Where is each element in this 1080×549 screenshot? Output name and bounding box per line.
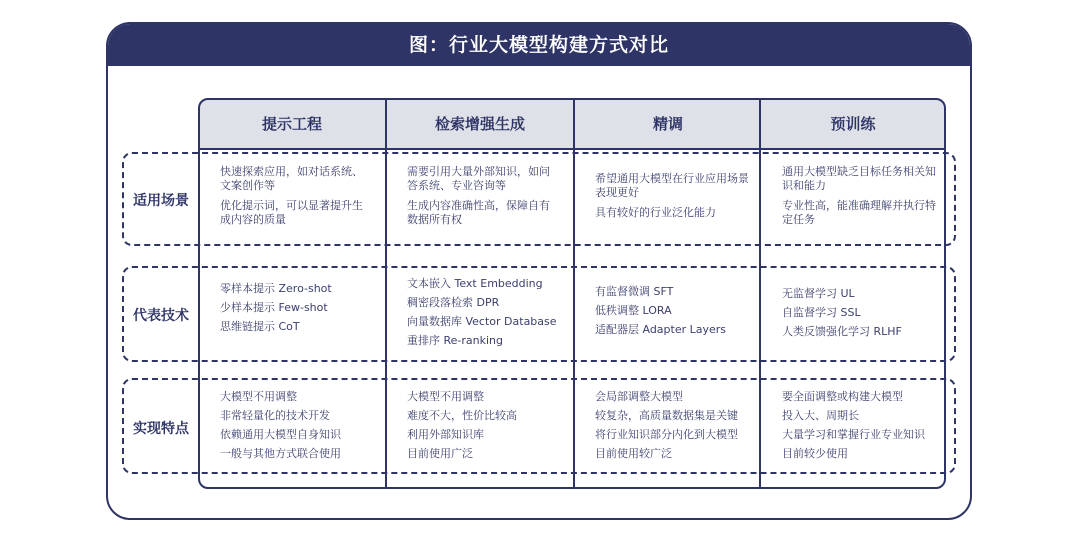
cell-text: 生成内容准确性高，保障自有数据所有权 xyxy=(407,199,550,226)
cell-text: 非常轻量化的技术开发 xyxy=(220,409,330,422)
cell-text: 零样本提示 Zero-shot xyxy=(220,282,332,295)
cell-text: 一般与其他方式联合使用 xyxy=(220,447,341,460)
cell-text: 重排序 Re-ranking xyxy=(407,334,503,347)
cell-text: 快速探索应用，如对话系统、文案创作等 xyxy=(220,165,363,192)
cell-text: 要全面调整或构建大模型 xyxy=(782,390,903,403)
cell-text: 难度不大，性价比较高 xyxy=(407,409,517,422)
cell-text: 大量学习和掌握行业专业知识 xyxy=(782,428,925,441)
cell-text: 利用外部知识库 xyxy=(407,428,484,441)
header-divider xyxy=(199,148,945,150)
cell-text: 无监督学习 UL xyxy=(782,287,855,300)
cell-text: 大模型不用调整 xyxy=(407,390,484,403)
cell-text: 具有较好的行业泛化能力 xyxy=(595,206,716,219)
row-label-scenarios: 适用场景 xyxy=(133,193,189,209)
cell-text: 专业性高，能准确理解并执行特定任务 xyxy=(782,199,936,226)
cell-text: 文本嵌入 Text Embedding xyxy=(407,277,543,290)
cell-text: 依赖通用大模型自身知识 xyxy=(220,428,341,441)
cell-text: 大模型不用调整 xyxy=(220,390,297,403)
cell-text: 少样本提示 Few-shot xyxy=(220,301,328,314)
cell-text: 目前使用较广泛 xyxy=(595,447,672,460)
cell-features-rag xyxy=(407,390,559,466)
cell-text: 目前较少使用 xyxy=(782,447,848,460)
cell-scenarios-prompt xyxy=(220,165,372,227)
cell-text: 投入大、周期长 xyxy=(782,409,859,422)
cell-scenarios-rag xyxy=(407,165,559,227)
cell-text: 低秩调整 LORA xyxy=(595,304,672,317)
cell-text: 稠密段落检索 DPR xyxy=(407,296,500,309)
column-header-rag: 检索增强生成 xyxy=(434,115,525,133)
cell-text: 向量数据库 Vector Database xyxy=(407,315,557,328)
cell-text: 会局部调整大模型 xyxy=(595,390,683,403)
row-label-features: 实现特点 xyxy=(133,421,189,437)
cell-text: 将行业知识部分内化到大模型 xyxy=(595,428,738,441)
cell-text: 自监督学习 SSL xyxy=(782,306,861,319)
cell-text: 希望通用大模型在行业应用场景表现更好 xyxy=(595,172,749,199)
column-header-fine-tuning: 精调 xyxy=(652,115,683,133)
cell-scenarios-finetune xyxy=(595,172,751,220)
column-header-prompt-engineering: 提示工程 xyxy=(261,115,322,133)
cell-text: 通用大模型缺乏目标任务相关知识和能力 xyxy=(782,165,936,192)
cell-techniques-rag xyxy=(407,277,567,353)
cell-text: 较复杂，高质量数据集是关键 xyxy=(595,409,738,422)
cell-features-prompt xyxy=(220,390,372,466)
cell-text: 人类反馈强化学习 RLHF xyxy=(782,325,902,338)
cell-text: 目前使用广泛 xyxy=(407,447,473,460)
cell-techniques-finetune xyxy=(595,285,751,342)
cell-text: 思维链提示 CoT xyxy=(220,320,300,333)
cell-text: 适配器层 Adapter Layers xyxy=(595,323,727,336)
cell-techniques-prompt xyxy=(220,282,372,339)
cell-techniques-pretrain xyxy=(782,287,938,344)
figure-title: 图：行业大模型构建方式对比 xyxy=(108,24,970,66)
cell-scenarios-pretrain xyxy=(782,165,938,227)
cell-text: 需要引用大量外部知识，如问答系统、专业咨询等 xyxy=(407,165,550,192)
cell-text: 有监督微调 SFT xyxy=(595,285,674,298)
cell-features-finetune xyxy=(595,390,755,466)
row-label-techniques: 代表技术 xyxy=(133,308,189,324)
cell-text: 优化提示词，可以显著提升生成内容的质量 xyxy=(220,199,363,226)
cell-features-pretrain xyxy=(782,390,942,466)
column-header-pretraining: 预训练 xyxy=(830,115,876,133)
